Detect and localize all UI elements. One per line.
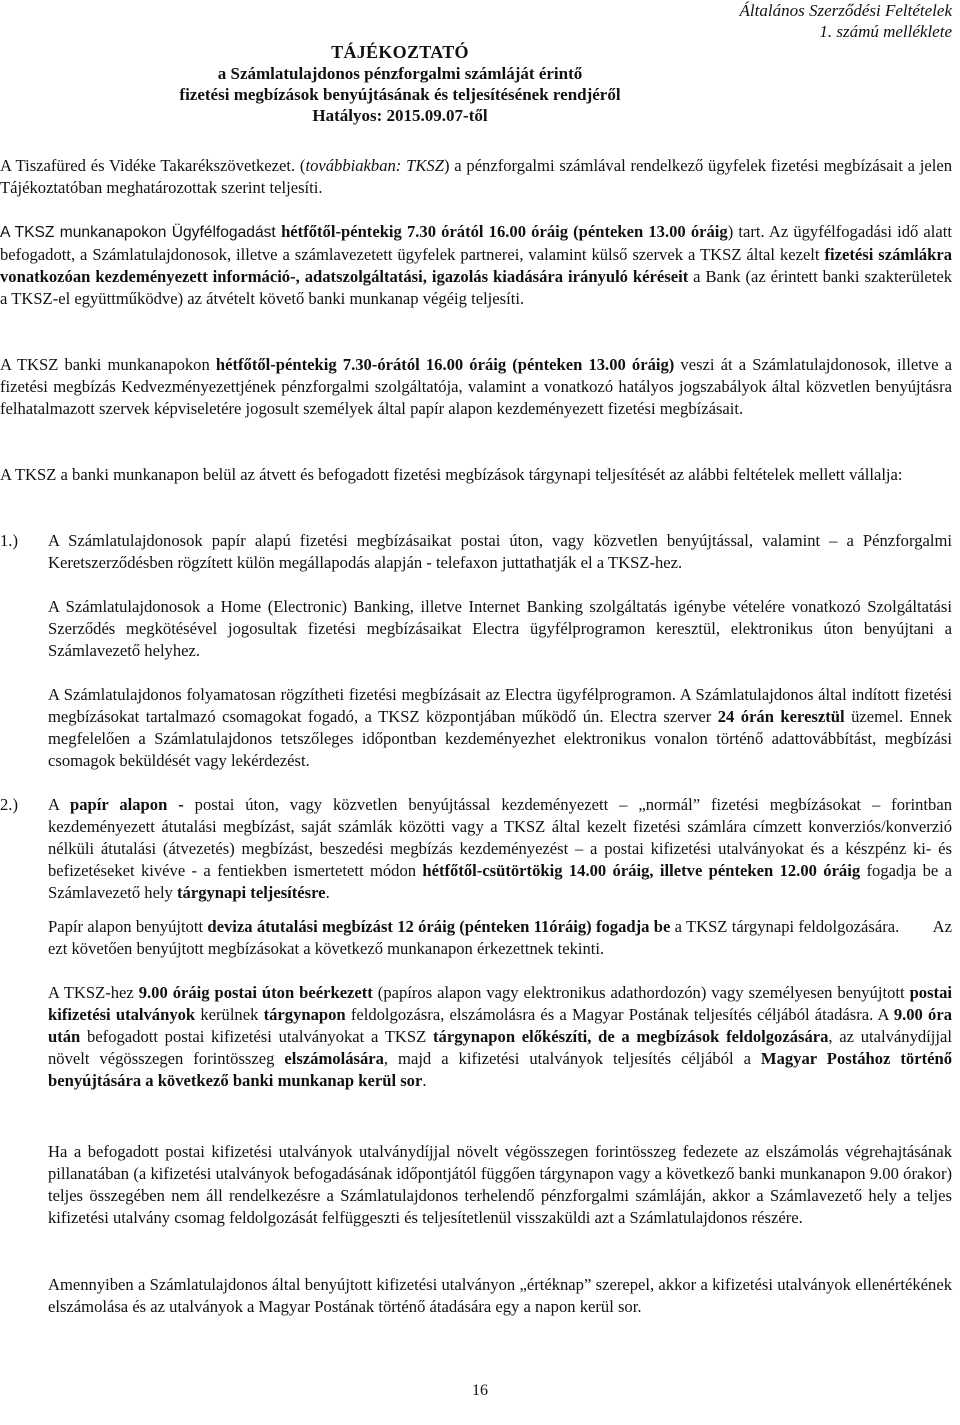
hours-paragraph: [0, 221, 952, 310]
title-line-2: a Számlatulajdonos pénzforgalmi számláját érintő: [217, 64, 583, 83]
item-2-p3-bold-d: postai kifizetési utalványok: [48, 983, 952, 1024]
item-2-paragraph-2: [48, 916, 957, 960]
intro-text-italic: továbbiakban: TKSZ: [305, 156, 444, 175]
item-2-paragraph-1: [48, 794, 952, 904]
item-2-p3-text-a: A TKSZ-hez: [48, 983, 139, 1002]
item-2-p3-bold-l: elszámolására: [284, 1049, 384, 1068]
paper-text-a: A TKSZ banki munkanapokon: [0, 355, 216, 374]
intro-paragraph: [0, 155, 952, 199]
item-1-p3-text-c: üzemel. Ennek megfelelően a Számlatulajdonos tetszőleges időpontban kezdeményezhet elektronikus vonalon történő adattovábbítást, megbízási csomagok beküldését vagy lekérdezést.: [48, 707, 952, 770]
title-line-3: fizetési megbízások benyújtásának és teljesítésének rendjéről: [179, 85, 621, 104]
item-2-p3-bold-f: tárgynapon: [263, 1005, 346, 1024]
item-1-p3-bold: 24 órán keresztül: [717, 707, 845, 726]
commitment-paragraph: A TKSZ a banki munkanapon belül az átvett és befogadott fizetési megbízások tárgynapi teljesítését az alábbi feltételek mellett vállalja:: [0, 465, 903, 484]
page-header: [740, 0, 952, 42]
item-2-p3-text-g: feldolgozásra, elszámolásra és a Magyar Postának teljesítés céljából átadásra. A: [345, 1005, 894, 1024]
hours-text-e: a Bank (az érintett banki szakterületek a TKSZ-el együttműködve) az átvételt követő banki munkanap végéig teljesíti.: [0, 267, 952, 308]
item-2-paragraph-4: Ha a befogadott postai kifizetési utalványok utalványdíjjal növelt végösszegen forintösszeg fedezete az elszámolás végrehajtásának pillanatában (a kifizetési utalványok befogadásának időpontjától függően tárgynapon vagy a következő banki munkanapon 9.00 órakor) teljes összegében nem áll rendelkezésre a Számlatulajdonos terhelendő pénzforgalmi számláján, akkor a Számlavezető hely a teljes kifizetési utalvány csomag feldolgozását felfüggeszti és teljesítetlenül visszaküldi azt a Számlatulajdonos részére.: [48, 1142, 952, 1227]
intro-text-a: A Tiszafüred és Vidéke Takarékszövetkezet. (: [0, 156, 306, 175]
item-2-p1-text-c: postai úton, vagy közvetlen benyújtással kezdeményezett – „normál” fizetési megbízásokat – forintban kezdeményezett átutalási megbízást, saját számlák közötti vagy a TKSZ által kezelt fizetési számlára címzett konverziós/konverzió nélküli átutalási (átvezetés) megbízást, beszedési megbízás kezdeményezést – a postai kifizetési utalványokat és a készpénz ki- és befizetéseket kivéve - a fentiekben ismertetett módon: [48, 795, 952, 880]
paper-text-c: veszi át a Számlatulajdonosok, illetve a fizetési megbízás Kedvezményezettjének pénzforgalmi szolgáltatója, valamint a vonatkozó hatályos jogszabályok által közvetlen benyújtásra felhatalmazott szervek képviseletére jogosult személyek által papír alapon kezdeményezett fizetési megbízásait.: [0, 355, 952, 418]
item-2-p1-bold-3: tárgynapi teljesítésre: [177, 883, 326, 902]
hours-text-a: A TKSZ munkanapokon Ügyfélfogadást: [0, 224, 282, 241]
item-2-paragraph-5: Amennyiben a Számlatulajdonos által benyújtott kifizetési utalványon „értéknap” szerepel, akkor a kifizetési utalványok ellenértékének elszámolása és az utalványok a Magyar Postának történő átadására egy a napon kerül sor.: [48, 1275, 952, 1316]
intro-text-c: ) a pénzforgalmi számlával rendelkező ügyfelek fizetési megbízásait a jelen Tájékoztatóban meghatározottak szerint teljesíti.: [0, 156, 953, 197]
item-2-p3-bold-b: 9.00 óráig postai úton beérkezett: [138, 983, 373, 1002]
item-2-p3-text-o: .: [422, 1071, 427, 1090]
item-2-number: 2.): [0, 795, 18, 814]
item-2-p1-text-a: A: [48, 795, 70, 814]
hours-text-bold: hétfőtől-péntekig 7.30 órától 16.00 óráig (pénteken 13.00 óráig: [281, 222, 728, 241]
item-2-p1-bold-2: hétfőtől-csütörtökig 14.00 óráig, illetve pénteken 12.00 óráig: [422, 861, 861, 880]
item-2-p1-text-e: fogadja be a Számlavezető hely: [48, 861, 953, 902]
item-1-p3-text-a: A Számlatulajdonos folyamatosan rögzítheti fizetési megbízásait az Electra ügyfélprogramon. A Számlatulajdonos által indított fizetési megbízásokat tartalmazó csomagokat fogadó, a TKSZ központjában működő ún. Electra szerver: [48, 685, 952, 726]
document-title: [140, 42, 660, 126]
item-2-p3-bold-j: tárgynapon előkészíti, de a megbízások feldolgozására: [433, 1027, 829, 1046]
item-2-p3-bold-h: 9.00 óra után: [48, 1005, 952, 1046]
paper-text-bold: hétfőtől-péntekig 7.30-órától 16.00 óráig (pénteken 13.00 óráig): [215, 355, 675, 374]
page-number: 16: [472, 1382, 488, 1399]
item-2-p1-text-g: .: [325, 883, 330, 902]
item-2-p2-text-a: Papír alapon benyújtott: [48, 917, 208, 936]
item-1-paragraph-3: [48, 684, 952, 772]
item-2-p3-text-m: , majd a kifizetési utalványok teljesítés céljából a: [383, 1049, 761, 1068]
item-1-paragraph-2: A Számlatulajdonosok a Home (Electronic) Banking, illetve Internet Banking szolgáltatás igénybe vételére vonatkozó Szolgáltatási Szerződés megkötésével jogosultak fizetési megbízásaikat Electra ügyfélprogramon keresztül, elektronikus úton benyújtani a Számlavezető helyhez.: [48, 597, 952, 660]
hours-text-bold-2: fizetési számlákra vonatkozóan kezdeményezett információ-, adatszolgáltatási, igazolás kiadására irányuló kéréseit: [0, 245, 952, 286]
item-2-p3-text-e: kerülnek: [195, 1005, 264, 1024]
item-2-p3-text-c: (papíros alapon vagy elektronikus adathordozón) vagy személyesen benyújtott: [372, 983, 910, 1002]
item-2-p3-text-i: befogadott postai kifizetési utalványokat a TKSZ: [80, 1027, 433, 1046]
item-2-p3-bold-n: Magyar Postához történő benyújtására a következő banki munkanap kerül sor: [48, 1049, 952, 1090]
title-effective-date: Hatályos: 2015.09.07-től: [312, 106, 488, 125]
hours-text-c: ) tart. Az ügyfélfogadási idő alatt befogadott, a Számlatulajdonosok, illetve a számlavezetett ügyfelek partnerei, valamint külső szervek a TKSZ által kezelt: [0, 222, 952, 264]
header-doc-name: Általános Szerződési Feltételek: [739, 1, 952, 20]
item-2-p2-text-c: a TKSZ tárgynapi feldolgozására. Az ezt követően benyújtott megbízásokat a következő munkanapon érkezettnek tekinti.: [48, 917, 957, 958]
item-2-paragraph-3: [48, 982, 952, 1092]
item-2-p3-text-k: , az utalványdíjjal növelt végösszegen forintösszeg: [48, 1027, 952, 1068]
item-1-paragraph-1: A Számlatulajdonosok papír alapú fizetési megbízásaikat postai úton, vagy közvetlen benyújtással, valamint – a Pénzforgalmi Keretszerződésben rögzített külön megállapodás alapján - telefaxon juttathatják el a TKSZ-hez.: [48, 531, 952, 572]
item-2-p2-bold: deviza átutalási megbízást 12 óráig (pénteken 11óráig) fogadja be: [207, 917, 671, 936]
item-1-number: 1.): [0, 531, 18, 550]
item-2-p1-bold: papír alapon -: [70, 795, 184, 814]
title-line-1: TÁJÉKOZTATÓ: [331, 42, 469, 62]
paper-hours-paragraph: [0, 354, 952, 420]
header-annex: 1. számú melléklete: [819, 22, 952, 41]
